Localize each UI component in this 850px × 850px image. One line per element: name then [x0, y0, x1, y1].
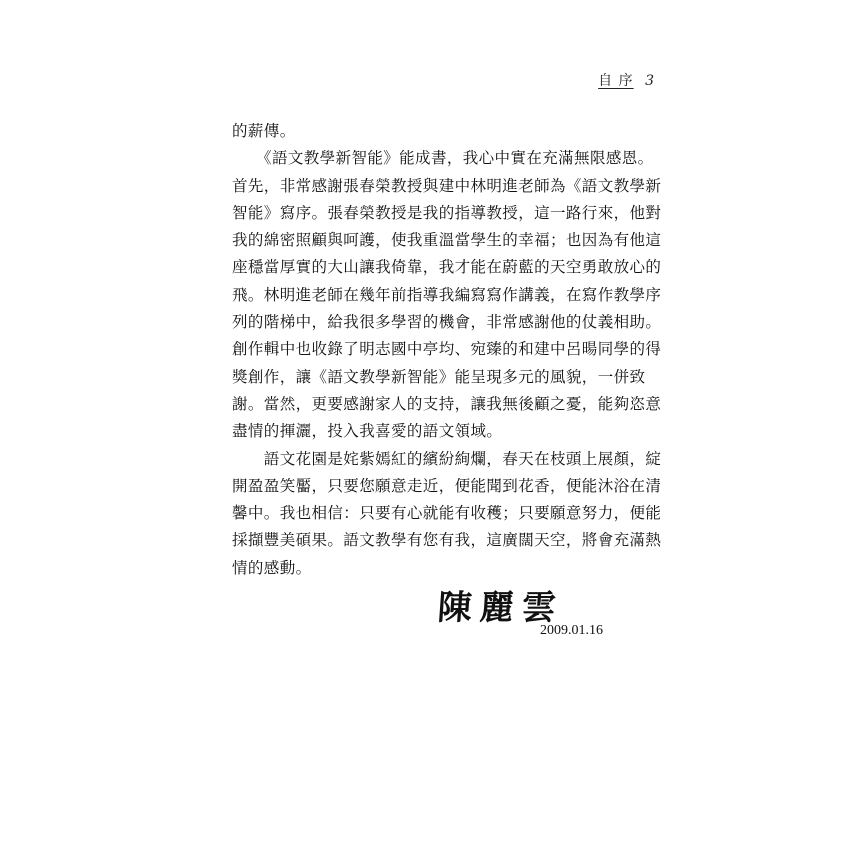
text-line: 列的階梯中，給我很多學習的機會，非常感謝他的仗義相助。 — [232, 313, 662, 332]
text-line: 馨中。我也相信：只要有心就能有收穫；只要願意努力，便能 — [232, 504, 662, 523]
text-line: 座穩當厚實的大山讓我倚靠，我才能在蔚藍的天空勇敢放心的 — [232, 258, 662, 277]
text-line: 謝。當然，更要感謝家人的支持，讓我無後顧之憂，能夠恣意 — [232, 394, 662, 413]
text-line: 首先，非常感謝張春榮教授與建中林明進老師為《語文教學新 — [232, 176, 662, 195]
body-text — [232, 118, 662, 582]
signature-date: 2009.01.16 — [540, 623, 603, 638]
header-title: 自 序 — [598, 73, 634, 89]
text-line: 的薪傳。 — [232, 122, 296, 140]
text-line: 盡情的揮灑，投入我喜愛的語文領域。 — [232, 422, 503, 441]
text-line: 創作輯中也收錄了明志國中亭均、宛臻的和建中呂暘同學的得 — [232, 340, 662, 359]
author-signature: 陳麗雲 — [436, 588, 566, 628]
text-line: 飛。林明進老師在幾年前指導我編寫寫作講義，在寫作教學序 — [232, 285, 662, 304]
text-line: 《語文教學新智能》能成書，我心中實在充滿無限感恩。 — [232, 149, 654, 168]
text-line: 採擷豐美碩果。語文教學有您有我，這廣闊天空，將會充滿熱 — [232, 531, 662, 550]
text-line: 我的綿密照顧與呵護，使我重溫當學生的幸福；也因為有他這 — [232, 231, 662, 250]
page-number: 3 — [645, 73, 655, 89]
text-line: 情的感動。 — [232, 558, 312, 577]
text-line: 智能》寫序。張春榮教授是我的指導教授，這一路行來，他對 — [232, 203, 662, 222]
text-line: 開盈盈笑靨，只要您願意走近，便能聞到花香，便能沐浴在清 — [232, 476, 662, 495]
text-line: 語文花園是姹紫嫣紅的繽紛絢爛，春天在枝頭上展顏，綻 — [232, 449, 662, 468]
running-header — [598, 70, 655, 90]
text-line: 獎創作，讓《語文教學新智能》能呈現多元的風貌，一併致 — [232, 367, 646, 386]
